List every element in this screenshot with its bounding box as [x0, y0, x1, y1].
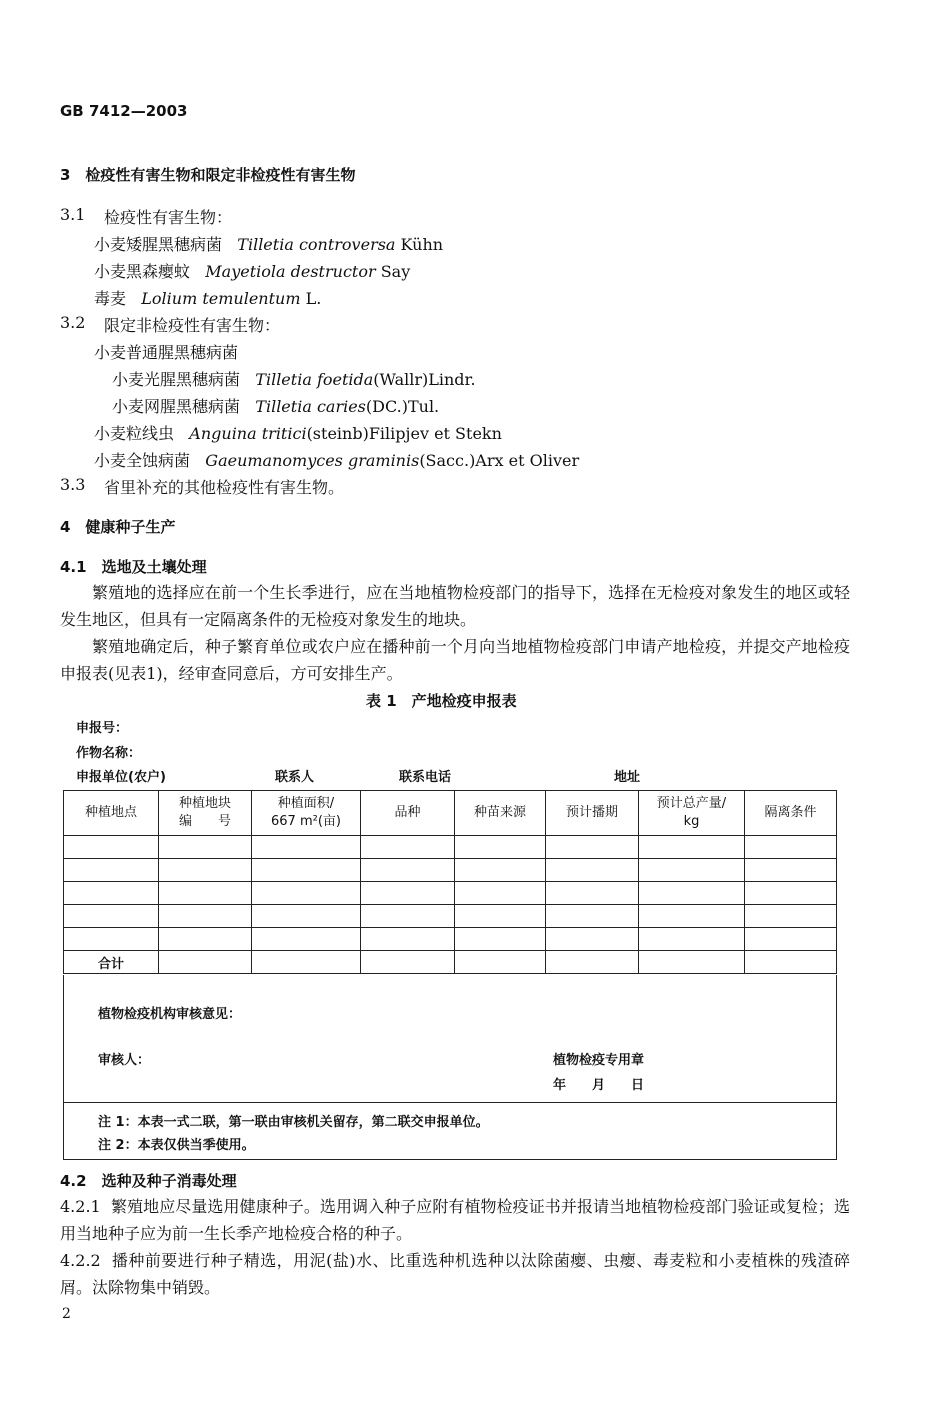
- section-4-heading: 4 健康种子生产: [60, 518, 176, 536]
- section-4-1-paragraph-2: 繁殖地确定后，种子繁育单位或农户应在播种前一个月向当地植物检疫部门申请产地检疫，并提交产地检疫申报表(见表1)，经审查同意后，方可安排生产。: [60, 637, 850, 683]
- note-2: 注 2：本表仅供当季使用。: [98, 1138, 255, 1153]
- review-section: [63, 975, 837, 1103]
- standard-number: GB 7412—2003: [60, 102, 188, 120]
- table-row: [64, 882, 837, 905]
- section-3-3-text: 省里补充的其他检疫性有害生物。: [104, 478, 345, 497]
- column-header: 种植地点: [64, 791, 159, 836]
- field-phone: 联系电话: [399, 770, 452, 785]
- pest-latin: Tilletia foetida: [255, 370, 374, 389]
- pest-item: [94, 232, 443, 255]
- pest-cn: 小麦黑森瘿蚊: [94, 262, 191, 281]
- section-4-1-heading: 4.1 选地及土壤处理: [60, 558, 207, 576]
- column-header: 种植地块 编 号: [159, 791, 252, 836]
- field-contact-person: 联系人: [275, 770, 315, 785]
- table-row: [64, 905, 837, 928]
- pest-latin: Mayetiola destructor: [205, 262, 376, 281]
- date-label: 年 月 日: [553, 1078, 645, 1093]
- pest-latin: Lolium temulentum: [141, 289, 301, 308]
- note-1: 注 1：本表一式二联，第一联由审核机关留存，第二联交申报单位。: [98, 1115, 489, 1130]
- field-address: 地址: [614, 770, 641, 785]
- field-crop-name: 作物名称：: [76, 746, 142, 761]
- table-row: [64, 928, 837, 951]
- pest-author: Kühn: [395, 235, 444, 254]
- quarantine-declaration-table: [63, 790, 837, 974]
- pest-cn: 毒麦: [94, 289, 127, 308]
- notes-section: [63, 1102, 837, 1160]
- section-4-2-2-label: 4.2.2: [60, 1251, 101, 1270]
- pest-latin: Tilletia caries: [255, 397, 366, 416]
- section-4-2-1-paragraph: [60, 1193, 850, 1247]
- section-4-2-1-text: 繁殖地应尽量选用健康种子。选用调入种子应附有植物检疫证书并报请当地植物检疫部门验证或复检；选用当地种子应为前一生长季产地检疫合格的种子。: [60, 1197, 850, 1243]
- column-header: 预计总产量/ kg: [639, 791, 745, 836]
- pest-cn: 小麦光腥黑穗病菌: [112, 370, 241, 389]
- pest-item: [94, 259, 410, 282]
- table-header-row: [64, 791, 837, 836]
- pest-cn: 小麦网腥黑穗病菌: [112, 397, 241, 416]
- pest-item: [94, 286, 321, 309]
- pest-latin: Gaeumanomyces graminis: [205, 451, 420, 470]
- pest-group: 小麦普通腥黑穗病菌: [94, 343, 239, 362]
- table-total-row: [64, 951, 837, 974]
- pest-latin: Tilletia controversa: [237, 235, 396, 254]
- pest-author: L.: [300, 289, 322, 308]
- column-header: 品种: [361, 791, 455, 836]
- table-row: [64, 836, 837, 859]
- section-4-2-2-text: 播种前要进行种子精选，用泥(盐)水、比重选种机选种以汰除菌瘿、虫瘿、毒麦粒和小麦植株的残渣碎屑。汰除物集中销毁。: [60, 1251, 850, 1297]
- section-4-1-paragraph-1: 繁殖地的选择应在前一个生长季进行，应在当地植物检疫部门的指导下，选择在无检疫对象发生的地区或轻发生地区，但具有一定隔离条件的无检疫对象发生的地块。: [60, 583, 850, 629]
- field-reporting-unit: 申报单位(农户): [76, 770, 166, 785]
- section-4-2-heading: 4.2 选种及种子消毒处理: [60, 1172, 237, 1190]
- pest-cn: 小麦全蚀病菌: [94, 451, 191, 470]
- pest-item: [112, 367, 476, 390]
- pest-item: [94, 421, 502, 444]
- column-header: 预计播期: [546, 791, 639, 836]
- column-header: 种植面积/ 667 m²(亩): [252, 791, 361, 836]
- review-opinion-label: 植物检疫机构审核意见：: [98, 1007, 242, 1022]
- pest-cn: 小麦矮腥黑穗病菌: [94, 235, 223, 254]
- column-header: 种苗来源: [455, 791, 546, 836]
- field-report-number: 申报号：: [76, 721, 129, 736]
- quarantine-seal-label: 植物检疫专用章: [553, 1053, 645, 1068]
- table-row: [64, 859, 837, 882]
- page-number: 2: [62, 1306, 71, 1322]
- section-3-3-label: 3.3: [60, 475, 86, 494]
- column-header: 隔离条件: [745, 791, 837, 836]
- total-label: 合计: [64, 951, 159, 974]
- reviewer-label: 审核人：: [98, 1053, 151, 1068]
- pest-author: (Sacc.)Arx et Oliver: [419, 451, 580, 470]
- section-3-heading: 3 检疫性有害生物和限定非检疫性有害生物: [60, 166, 356, 184]
- section-3-1-label: 3.1: [60, 205, 86, 224]
- pest-author: (Wallr)Lindr.: [373, 370, 476, 389]
- section-3-2-title: 限定非检疫性有害生物：: [104, 316, 281, 335]
- pest-item: [112, 394, 439, 417]
- pest-author: (DC.)Tul.: [365, 397, 440, 416]
- pest-item: [94, 448, 579, 471]
- section-4-2-1-label: 4.2.1: [60, 1197, 101, 1216]
- pest-cn: 小麦粒线虫: [94, 424, 175, 443]
- section-3-2-label: 3.2: [60, 313, 86, 332]
- section-4-2-2-paragraph: [60, 1247, 850, 1301]
- pest-author: (steinb)Filipjev et Stekn: [306, 424, 502, 443]
- pest-latin: Anguina tritici: [189, 424, 307, 443]
- pest-author: Say: [375, 262, 411, 281]
- section-3-1-title: 检疫性有害生物：: [104, 208, 233, 227]
- table-caption: 表 1 产地检疫申报表: [366, 692, 517, 710]
